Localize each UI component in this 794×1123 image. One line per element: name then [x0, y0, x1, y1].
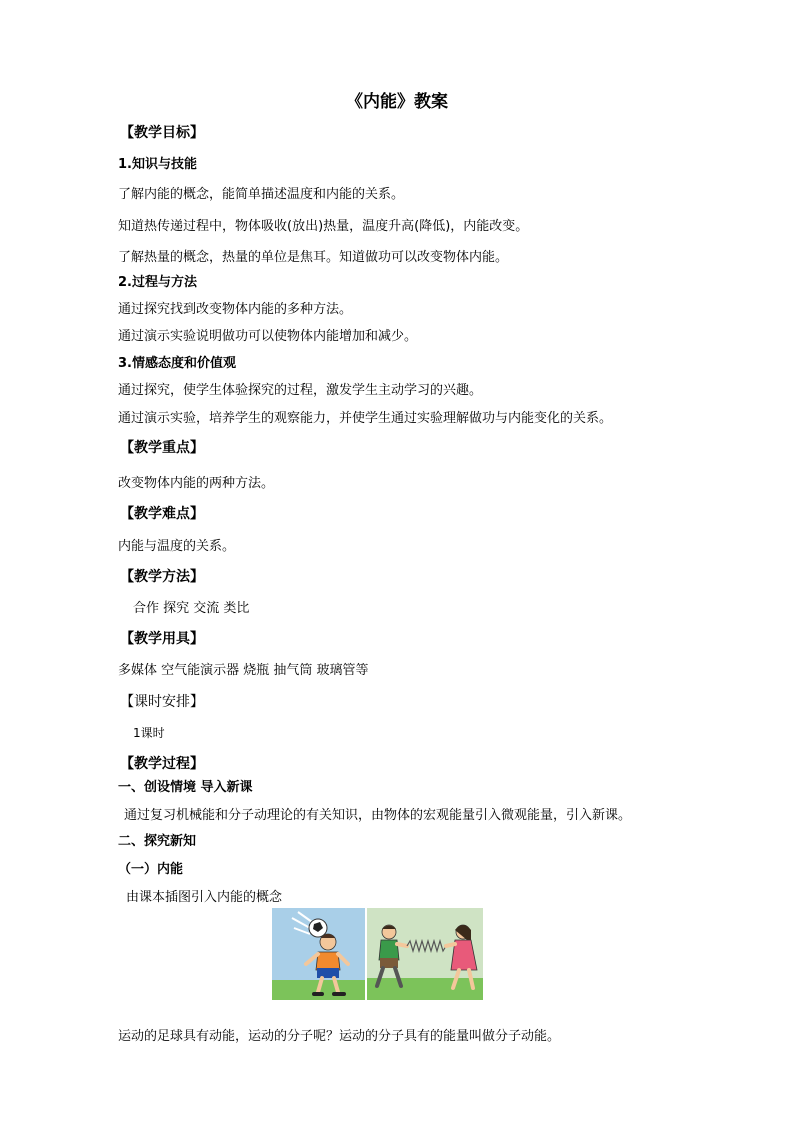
soccer-player-heading-ball-illustration	[272, 908, 365, 1000]
attitude-item-1: 通过探究，使学生体验探究的过程，激发学生主动学习的兴趣。	[118, 383, 483, 398]
tools-text: 多媒体 空气能演示器 烧瓶 抽气筒 玻璃管等	[118, 663, 369, 678]
tools-heading: 【教学用具】	[120, 631, 204, 647]
procedure-heading: 【教学过程】	[120, 756, 204, 772]
knowledge-item-1: 了解内能的概念，能简单描述温度和内能的关系。	[118, 187, 405, 202]
sub1-after-figure: 运动的足球具有动能，运动的分子呢？运动的分子具有的能量叫做分子动能。	[118, 1029, 561, 1044]
attitude-item-2: 通过演示实验，培养学生的观察能力，并使学生通过实验理解做功与内能变化的关系。	[118, 411, 613, 426]
attitude-heading: 3.情感态度和价值观	[118, 356, 236, 371]
difficulties-text: 内能与温度的关系。	[118, 539, 236, 554]
sub1-heading: （一）内能	[118, 862, 184, 877]
schedule-heading: 【课时安排】	[120, 694, 204, 710]
difficulties-heading: 【教学难点】	[120, 506, 204, 522]
objectives-heading: 【教学目标】	[120, 125, 204, 141]
knowledge-item-2: 知道热传递过程中，物体吸收(放出)热量，温度升高(降低)，内能改变。	[118, 219, 529, 234]
part1-text: 通过复习机械能和分子动理论的有关知识，由物体的宏观能量引入微观能量，引入新课。	[124, 808, 632, 823]
lesson-title: 《内能》教案	[346, 92, 448, 112]
knowledge-heading: 1.知识与技能	[118, 157, 197, 172]
key-points-heading: 【教学重点】	[120, 440, 204, 456]
knowledge-item-3: 了解热量的概念，热量的单位是焦耳。知道做功可以改变物体内能。	[118, 250, 509, 265]
part1-heading: 一、创设情境 导入新课	[118, 780, 253, 795]
methods-heading: 【教学方法】	[120, 569, 204, 585]
children-pulling-spring-illustration	[367, 908, 483, 1000]
key-points-text: 改变物体内能的两种方法。	[118, 476, 275, 491]
process-item-2: 通过演示实验说明做功可以使物体内能增加和减少。	[118, 329, 418, 344]
schedule-text: 1课时	[133, 726, 165, 740]
part2-heading: 二、探究新知	[118, 834, 197, 849]
process-item-1: 通过探究找到改变物体内能的多种方法。	[118, 302, 353, 317]
methods-text: 合作 探究 交流 类比	[133, 601, 250, 616]
sub1-intro: 由课本插图引入内能的概念	[126, 890, 283, 905]
process-heading: 2.过程与方法	[118, 275, 197, 290]
